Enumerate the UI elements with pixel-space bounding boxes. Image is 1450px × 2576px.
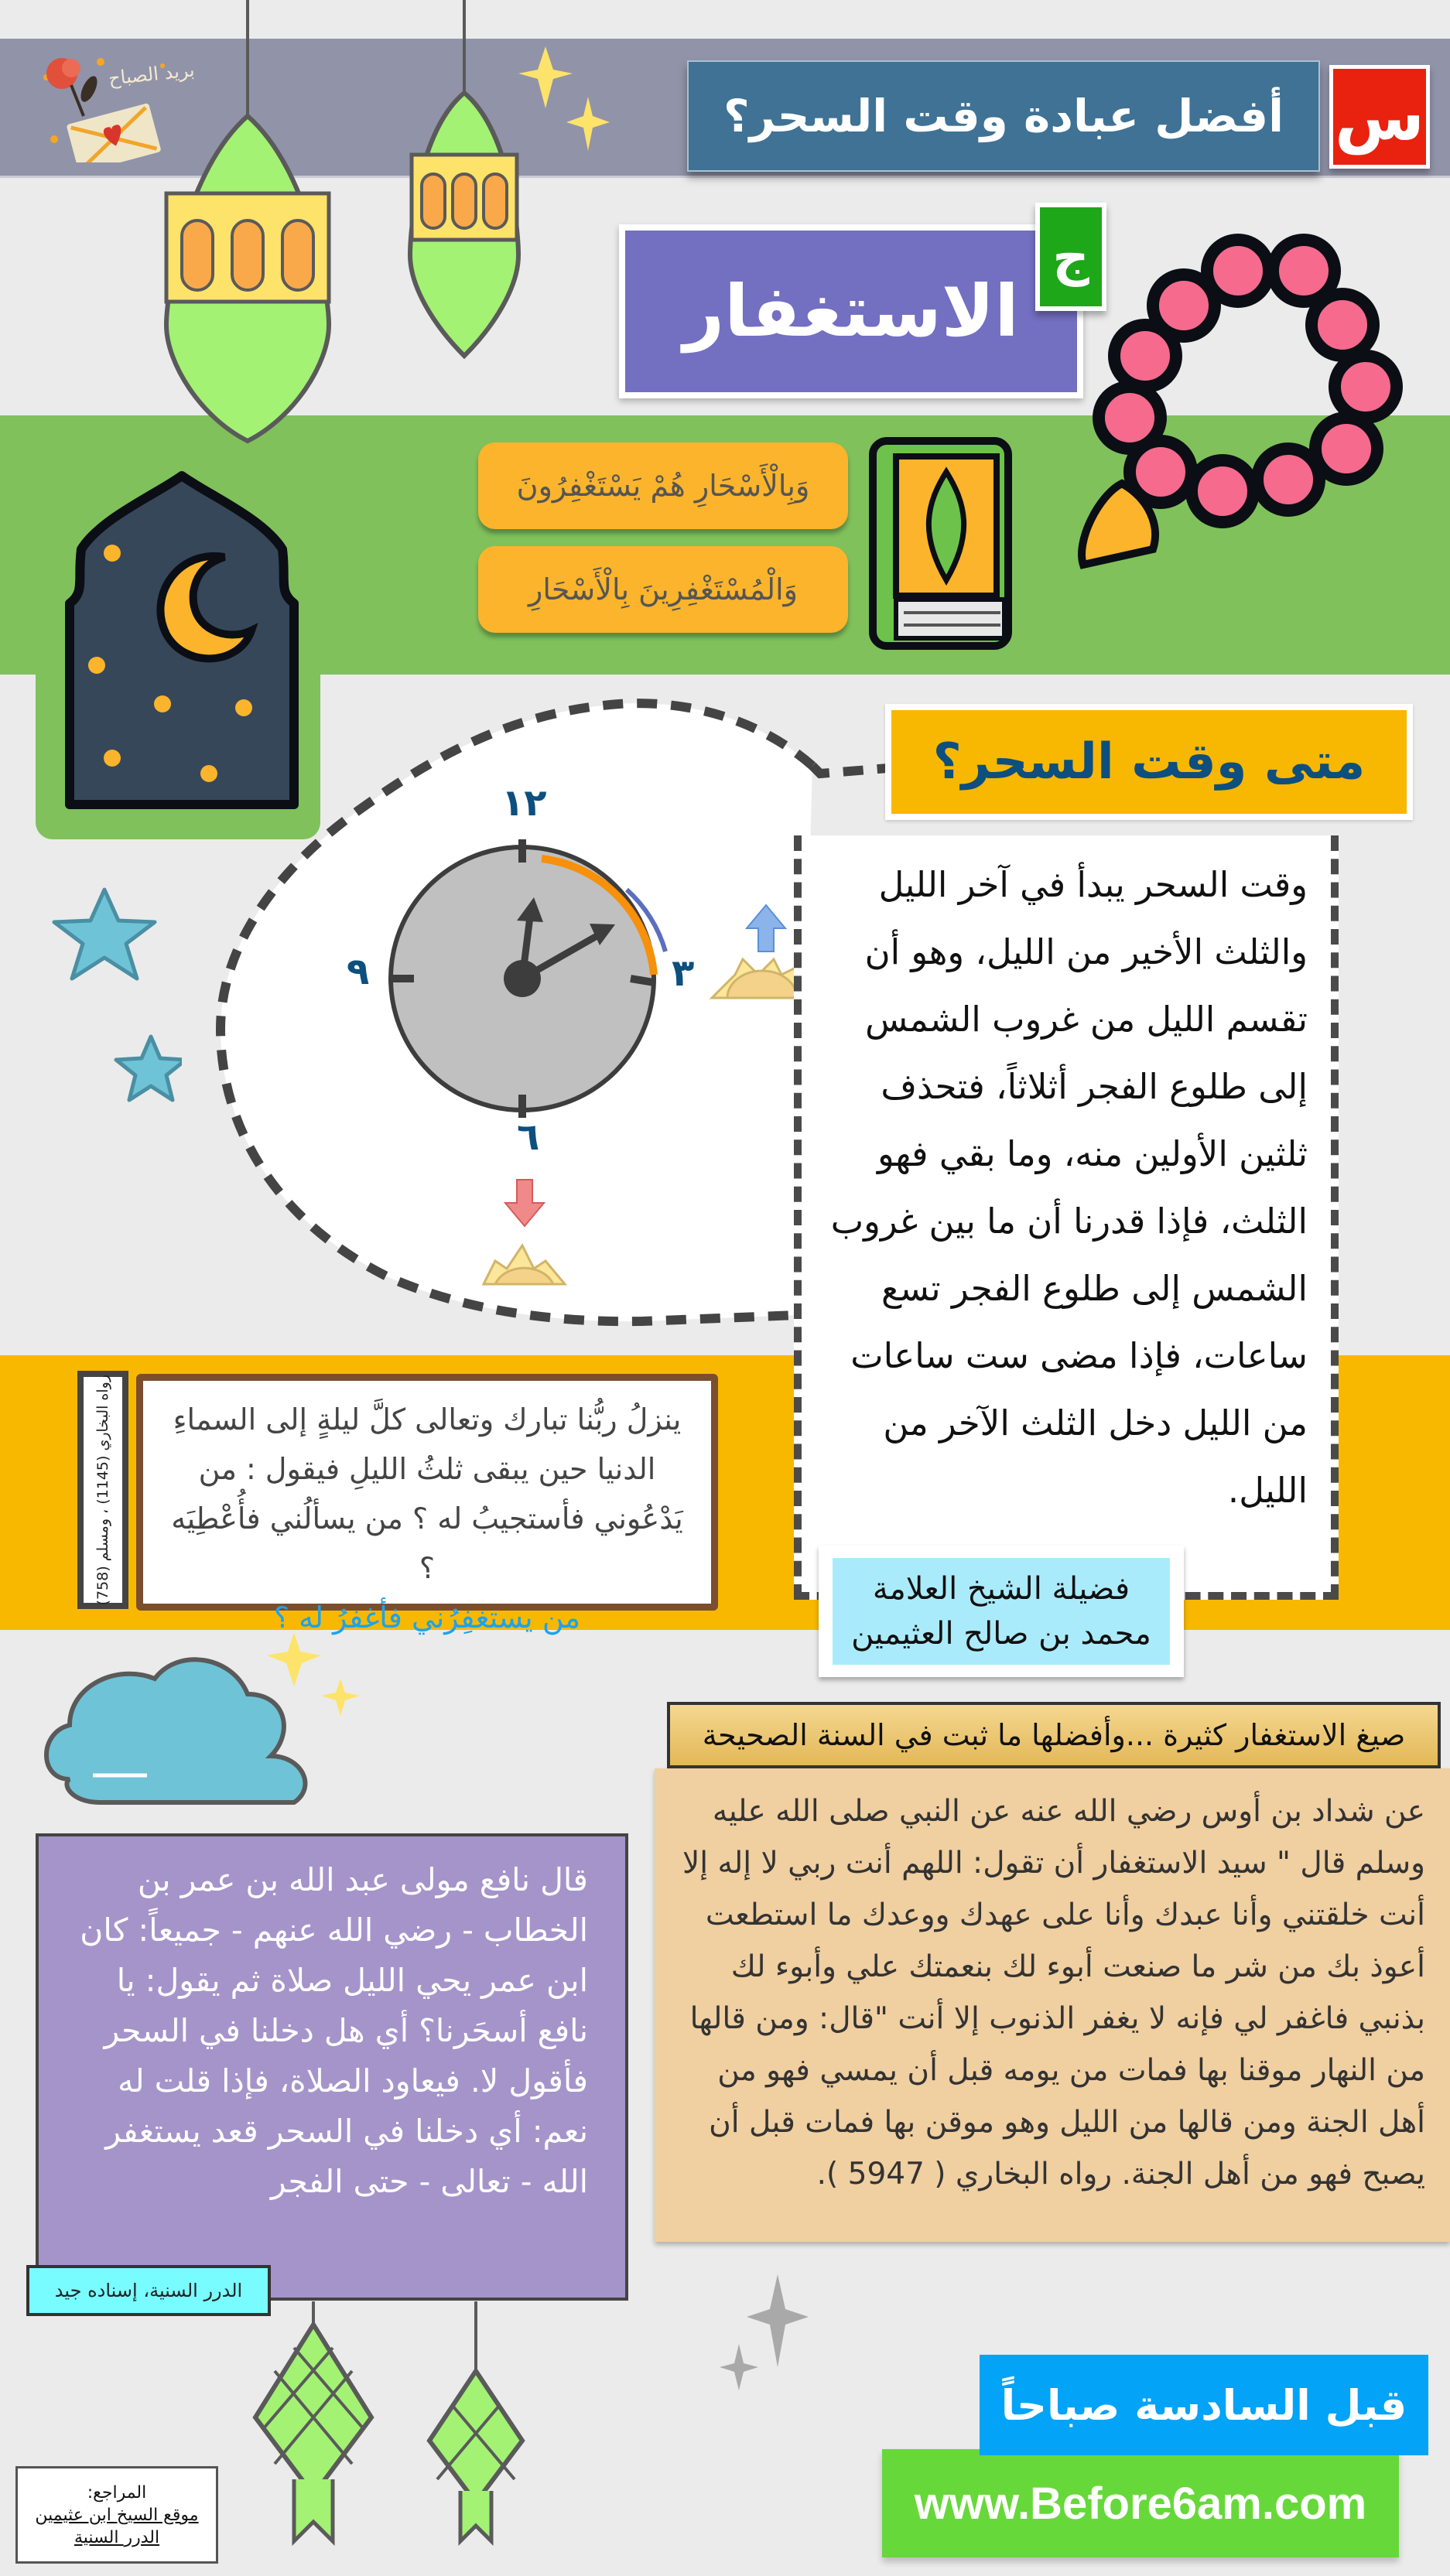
question-badge (1329, 65, 1430, 169)
clock-label-3: ٣ (672, 951, 695, 995)
nafi-section-body: قال نافع مولى عبد الله بن عمر بن الخطاب - رضي الله عنهم - جميعاً: كان ابن عمر يحي الليل صلاة ثم يقول: يا نافع أسحَرنا؟ أي هل دخلنا في السحر فأقول لا. فيعاود الصلاة، فإذا قلت له نعم: أي دخلنا في السحر قعد يستغفر الله - تعالى - حتى الفجر (80, 1861, 588, 2200)
brand-url-text[interactable]: www.Before6am.com (914, 2478, 1367, 2529)
forms-section-body: عن شداد بن أوس رضي الله عنه عن النبي صلى الله عليه وسلم قال " سيد الاستغفار أن تقول: اللهم أنت ربي لا إله إلا أنت خلقتني وأنا عبدك وأنا على عهدك ووعدك ما استطعت أعوذ بك من شر ما صنعت أبوء لك بنعمتك علي وأبوء لك بذنبي فاغفر لي فإنه لا يغفر الذنوب إلا أنت "قال: ومن قالها من النهار موقنا بها فمات من يومه قبل أن يمسي فهو من أهل الجنة ومن قالها من الليل وهو موقن بها فمات قبل أن يصبح فهو من أهل الجنة. رواه البخاري ( 5947 ). (682, 1794, 1425, 2192)
brand-arabic-text: قبل السادسة صباحاً (1000, 2380, 1407, 2430)
nafi-citation-text: الدرر السنية، إسناده جيد (54, 2280, 243, 2301)
hanging-ketupat-icon (217, 2301, 557, 2549)
clock-icon (379, 774, 843, 1315)
star-icon (565, 93, 611, 155)
clock-label-12: ١٢ (501, 781, 547, 825)
hadith-citation-text: رواه البخاري (1145) ، ومسلم (758) (94, 1374, 111, 1606)
forms-section-body-box (655, 1768, 1450, 2242)
hadith-highlight: من يستغفِرُني فأغفرُ له ؟ (273, 1601, 581, 1635)
when-section-header (885, 704, 1413, 820)
verse-1-text: وَبِالْأَسْحَارِ هُمْ يَسْتَغْفِرُونَ (516, 469, 810, 503)
forms-section-header (667, 1702, 1441, 1768)
prayer-beads-icon (1068, 217, 1424, 572)
gray-stars-icon (708, 2267, 816, 2398)
hadith-citation (77, 1371, 128, 1609)
question-box (687, 60, 1320, 172)
answer-text: الاستغفار (683, 270, 1019, 353)
reference-item-1[interactable]: موقع السيخ ابن عثيمين (35, 2505, 199, 2525)
lanterns-icon (155, 0, 573, 449)
reference-item-2[interactable]: الدرر السنية (74, 2527, 160, 2547)
answer-badge-letter: ج (1052, 227, 1089, 287)
verse-2 (478, 546, 848, 633)
verse-1 (478, 442, 848, 529)
answer-box (619, 224, 1083, 398)
forms-section-title: صيغ الاستغفار كثيرة ...وأفضلها ما ثبت في السنة الصحيحة (702, 1718, 1406, 1752)
when-section-panel (794, 835, 1339, 1600)
when-section-body: وقت السحر يبدأ في آخر الليل والثلث الأخير من الليل، وهو أن تقسم الليل من غروب الشمس إلى طلوع الفجر أثلاثاً، فتحذف ثلثين الأولين منه، وما بقي فهو الثلث، فإذا قدرنا أن ما بين غروب الشمس إلى طلوع الفجر تسع ساعات، فإذا مضى ست ساعات من الليل دخل الثلث الآخر من الليل. (830, 864, 1308, 1511)
logo-text: بريد الصباح (107, 59, 196, 90)
when-section-title: متى وقت السحر؟ (932, 733, 1366, 791)
clock-label-6: ٦ (517, 1115, 540, 1159)
quran-book-icon (865, 433, 1020, 658)
brand-url-link[interactable] (882, 2449, 1399, 2557)
references-box (15, 2466, 218, 2564)
hadith-box (136, 1374, 718, 1635)
sheikh-line-2: محمد بن صالح العثيمين (851, 1616, 1151, 1652)
brand-arabic-label (980, 2355, 1428, 2455)
blue-stars-icon (43, 882, 182, 1137)
sheikh-line-1: فضيلة الشيخ العلامة (872, 1571, 1130, 1607)
question-badge-letter: س (1335, 79, 1424, 155)
nafi-section-box (36, 1833, 628, 2301)
sheikh-source-box (819, 1546, 1184, 1677)
hadith-line-3: يَدْعُوني فأستجيبُ له ؟ من يسألُني فأُعْطِيَه ؟ (171, 1502, 683, 1585)
cloud-icon (39, 1617, 379, 1818)
question-text: أفضل عبادة وقت السحر؟ (723, 90, 1284, 142)
hadith-line-1: ينزلُ ربُّنا تبارك وتعالى كلَّ ليلةٍ إلى السماءِ (173, 1402, 682, 1437)
verse-2-text: وَالْمُسْتَغْفِرِينَ بِالْأَسْحَارِ (528, 572, 799, 606)
clock-label-9: ٩ (347, 950, 370, 993)
references-title: المراجع: (87, 2482, 147, 2503)
hadith-line-2: الدنيا حين يبقى ثلثُ الليلِ فيقول : من (198, 1452, 656, 1486)
